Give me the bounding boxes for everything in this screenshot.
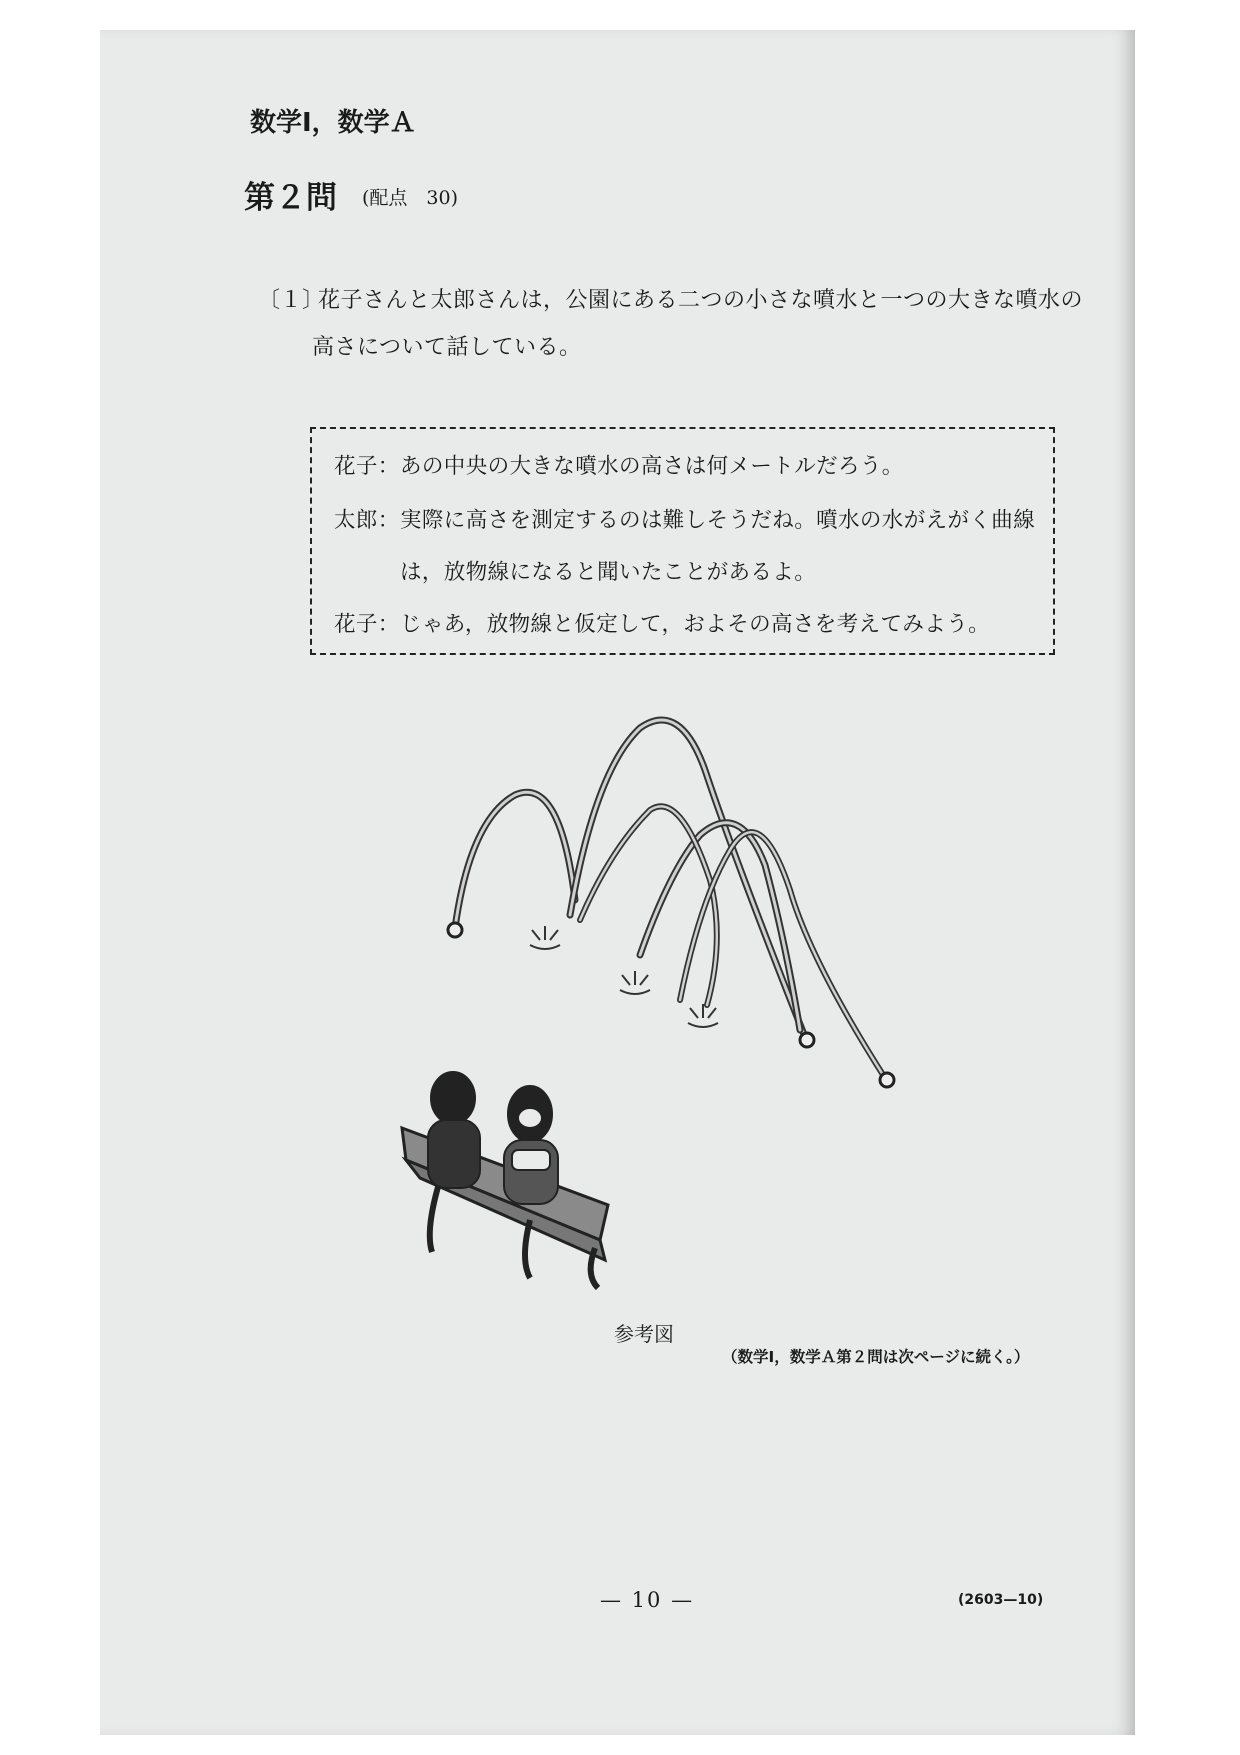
nozzle-icon: [448, 923, 462, 937]
subquestion-number: 〔１〕: [258, 288, 325, 313]
dialogue-text: じゃあ，放物線と仮定して，およその高さを考えてみよう。: [400, 612, 991, 637]
girl-figure: [504, 1086, 558, 1204]
boy-figure: [428, 1072, 480, 1188]
dialogue-line: [334, 607, 990, 638]
splash-icon: [688, 1004, 718, 1027]
nozzle-icon: [800, 1033, 814, 1047]
speaker-label: 花子：: [334, 454, 400, 479]
dialogue-box: [310, 427, 1055, 655]
fountain-illustration: [380, 700, 940, 1290]
dialogue-line: [334, 449, 904, 480]
left-fountain-arc: [455, 792, 575, 928]
dialogue-line: [334, 503, 1035, 534]
intro-line-2: 高さについて話している。: [312, 335, 582, 360]
dialogue-text: 実際に高さを測定するのは難しそうだね。噴水の水がえがく曲線: [400, 508, 1036, 533]
figure-caption: 参考図: [614, 1322, 674, 1346]
speaker-label: 花子：: [334, 612, 400, 637]
intro-line-1: 花子さんと太郎さんは，公園にある二つの小さな噴水と一つの大きな噴水の: [318, 288, 1084, 313]
dialogue-line: [400, 555, 816, 586]
splash-icon: [530, 926, 560, 949]
question-title: 第２問: [244, 180, 337, 216]
subject-heading: 数学Ⅰ，数学Ａ: [250, 108, 416, 138]
continued-note: （数学Ⅰ，数学Ａ第２問は次ページに続く。）: [722, 1348, 1030, 1366]
page-code: (2603—10): [958, 1592, 1044, 1608]
dialogue-text: あの中央の大きな噴水の高さは何メートルだろう。: [400, 454, 904, 479]
nozzle-icon: [880, 1073, 894, 1087]
points-label: (配点 30): [362, 187, 459, 209]
splash-icon: [620, 971, 650, 994]
bleed-through-decoration: [900, 180, 917, 205]
page-number: — 10 —: [600, 1588, 695, 1612]
speaker-label: 太郎：: [334, 508, 400, 533]
dialogue-text: は，放物線になると聞いたことがあるよ。: [400, 560, 817, 585]
